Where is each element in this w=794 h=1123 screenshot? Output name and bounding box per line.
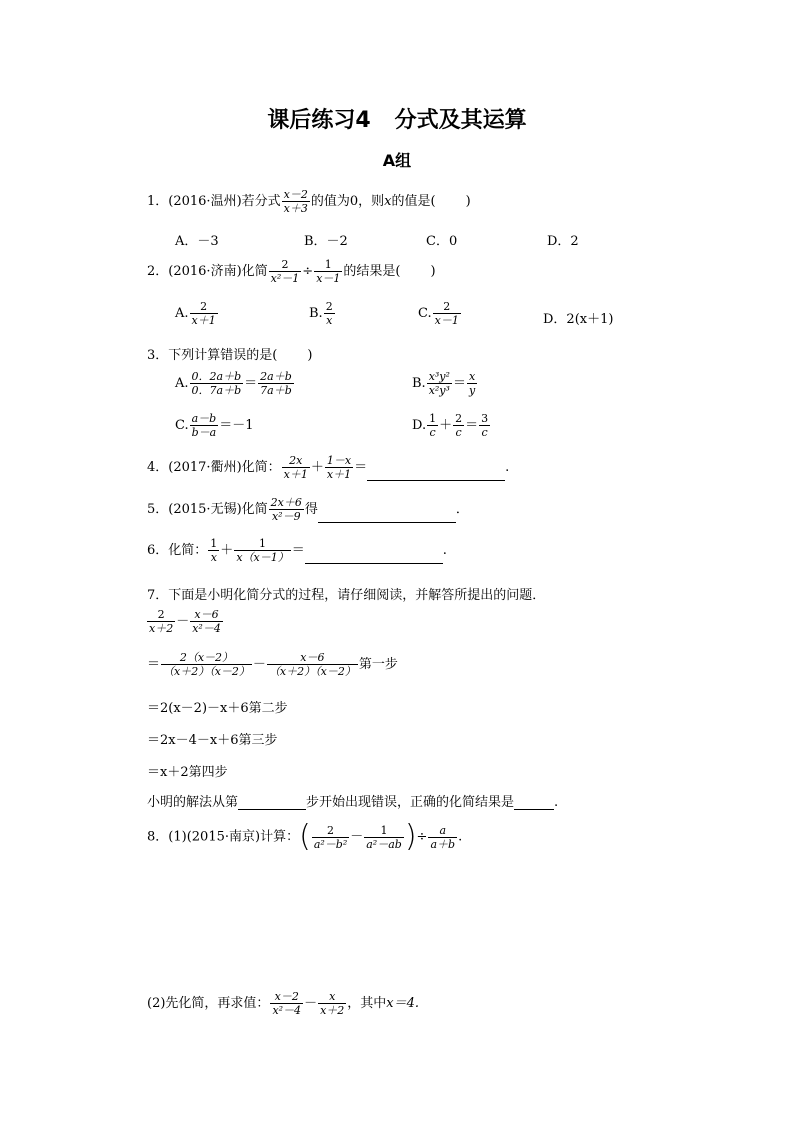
q1-fraction: $\frac{x-2}{x+3}$	[283, 188, 308, 215]
q7-step-blank[interactable]	[238, 797, 306, 810]
q7-step-2: ＝2(x－2)－x＋6第二步	[147, 701, 288, 716]
q1-number: 1．	[147, 194, 169, 209]
q1-option-a[interactable]: A．－3	[175, 234, 219, 249]
q1-source: (2016·温州)	[168, 194, 242, 209]
q6-answer-blank[interactable]	[305, 551, 443, 564]
question-8-part-1: 8．(1)(2015·南京)计算：( $\frac{2}{\text{a²－b²}}$ － $\frac{1}{\text{a²－ab}}$ )÷ $\frac{a}{a+b}$ .	[147, 819, 463, 854]
q7-step-3: ＝2x－4－x＋6第三步	[147, 733, 278, 748]
lesson-number: 课后练习4	[267, 108, 371, 133]
question-6: 6．化简： $\frac{1}{x}$ ＋ $\frac{1}{x(x-1)}$ ＝ .	[147, 537, 447, 564]
q3-option-d[interactable]: D. $\frac{1}{c}$ ＋ $\frac{2}{c}$ ＝ $\frac{3}{c}$	[412, 412, 489, 439]
page-title	[0, 103, 794, 134]
question-8-part-2: (2)先化简，再求值： $\frac{x-2}{\text{x²－4}}$ － $\frac{x}{x+2}$ ，其中x＝4.	[147, 990, 420, 1017]
question-5: 5．(2015·无锡)化简 $\frac{2x+6}{\text{x²－9}}$ 得 ．	[147, 496, 469, 523]
q3-option-a[interactable]: A. $\frac{0.2a+b}{0.7a+b}$ ＝ $\frac{2a+b}{7a+b}$	[175, 370, 292, 397]
group-heading: A组	[382, 151, 412, 170]
question-7: 7．下面是小明化简分式的过程，请仔细阅读，并解答所提出的问题．	[147, 588, 546, 603]
q7-step-1: ＝ $\frac{2(x-2)}{(x+2)(x-2)}$ － $\frac{x-6}{(x+2)(x-2)}$ 第一步	[147, 651, 398, 678]
q1-option-b[interactable]: B．－2	[304, 234, 348, 249]
q1-text: 若分式	[241, 194, 281, 209]
q7-step-4: ＝x＋2第四步	[147, 765, 228, 780]
question-4: 4．(2017·衢州)化简： $\frac{2x}{x+1}$ ＋ $\frac{1-x}{x+1}$ ＝ .	[147, 454, 510, 481]
q7-question: 小明的解法从第 步开始出现错误，正确的化简结果是 .	[147, 795, 559, 810]
q1-option-c[interactable]: C．0	[426, 234, 458, 249]
q2-option-a[interactable]: A. $\frac{2}{x+1}$	[175, 300, 216, 327]
q2-option-b[interactable]: B. $\frac{2}{x}$	[309, 300, 333, 327]
q4-answer-blank[interactable]	[367, 468, 505, 481]
q2-option-c[interactable]: C. $\frac{2}{x-1}$	[418, 300, 459, 327]
q7-expression: $\frac{2}{x+2}$ － $\frac{x-6}{\text{x²－4}}$	[149, 608, 221, 635]
question-1: 1．(2016·温州)若分式 $\frac{x-2}{x+3}$ 的值为0，则x的值是( )	[147, 188, 471, 215]
q7-result-blank[interactable]	[514, 797, 554, 810]
q3-option-c[interactable]: C. $\frac{a-b}{b-a}$ ＝－1	[175, 412, 254, 439]
q3-option-b[interactable]: B. $\frac{\text{x³y²}}{\text{x²y³}}$ ＝ $\frac{x}{y}$	[412, 370, 476, 397]
q1-option-d[interactable]: D．2	[547, 234, 579, 249]
question-3: 3．下列计算错误的是( )	[147, 348, 313, 363]
q5-answer-blank[interactable]	[318, 510, 456, 523]
q2-option-d[interactable]: D．2(x＋1)	[543, 312, 614, 327]
question-2: 2．(2016·济南)化简 $\frac{2}{\text{x²－1}}$ ÷ $\frac{1}{x-1}$ 的结果是( )	[147, 258, 436, 285]
lesson-topic: 分式及其运算	[394, 108, 527, 133]
